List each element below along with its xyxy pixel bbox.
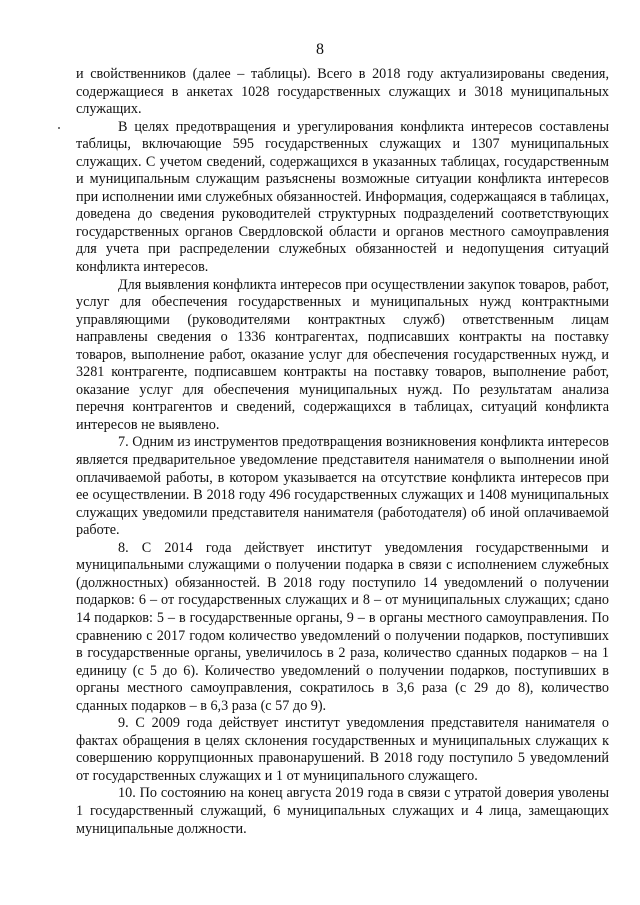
paragraph-item-9: 9. С 2009 года действует институт уведомления представителя нанимателя о фактах обращения в целях склонения государственных и муниципальных служащих к совершению коррупционных правонарушений. В 2018 году поступило 5 уведомлений от государственных служащих и 1 от муниципального служащего. <box>76 715 609 784</box>
paragraph-item-7: 7. Одним из инструментов предотвращения возникновения конфликта интересов является предварительное уведомление представителя нанимателя о выполнении иной оплачиваемой работы, в котором указывается на отсутствие конфликта интересов при ее осуществлении. В 2018 году 496 государственных служащих и 1408 муниципальных служащих уведомили представителя нанимателя (работодателя) об иной оплачиваемой работе. <box>76 434 609 539</box>
document-body <box>76 66 609 838</box>
page-number: 8 <box>316 41 324 58</box>
paragraph-item-10: 10. По состоянию на конец августа 2019 года в связи с утратой доверия уволены 1 государственный служащий, 6 муниципальных служащих и 4 лица, замещающих муниципальные должности. <box>76 785 609 837</box>
margin-mark <box>58 127 60 129</box>
paragraph-continuation: и свойственников (далее – таблицы). Всего в 2018 году актуализированы сведения, содержащиеся в анкетах 1028 государственных служащих и 3018 муниципальных служащих. <box>76 66 609 118</box>
paragraph-conflict-tables: В целях предотвращения и урегулирования конфликта интересов составлены таблицы, включающие 595 государственных служащих и 1307 муниципальных служащих. С учетом сведений, содержащихся в указанных таблицах, государственным и муниципальным служащим разъяснены возможные ситуации конфликта интересов при исполнении ими служебных обязанностей. Информация, содержащаяся в таблицах, доведена до сведения руководителей структурных подразделений соответствующих государственных органов Свердловской области и органов местного самоуправления для учета при распределении служебных обязанностей и недопущения ситуаций конфликта интересов. <box>76 118 609 276</box>
paragraph-item-8: 8. С 2014 года действует институт уведомления государственными и муниципальными служащими о получении подарка в связи с исполнением служебных (должностных) обязанностей. В 2018 году поступило 14 уведомлений о получении подарков: 6 – от государственных служащих и 8 – от муниципальных служащих; сдано 14 подарков: 5 – в государственные органы, 9 – в органы местного самоуправления. По сравнению с 2017 годом количество уведомлений о получении подарков, поступивших в государственные органы, увеличилось в 2 раза, количество сданных подарков – на 1 единицу (с 5 до 6). Количество уведомлений о получении подарков, поступивших в органы местного самоуправления, сократилось в 3,6 раза (с 29 до 8), количество сданных подарков – в 6,3 раза (с 57 до 9). <box>76 539 609 714</box>
paragraph-procurement: Для выявления конфликта интересов при осуществлении закупок товаров, работ, услуг для обеспечения государственных и муниципальных нужд контрактными управляющими (руководителями контрактных служб) ответственным лицам направлены сведения о 1336 контрагентах, подписавших контракты на поставку товаров, выполнение работ, оказание услуг для обеспечения государственных нужд, и 3281 контрагенте, подписавшем контракты на поставку товаров, выполнение работ, оказание услуг для обеспечения муниципальных нужд. По результатам анализа перечня контрагентов и сведений, содержащихся в таблицах, ситуаций конфликта интересов не выявлено. <box>76 276 609 433</box>
